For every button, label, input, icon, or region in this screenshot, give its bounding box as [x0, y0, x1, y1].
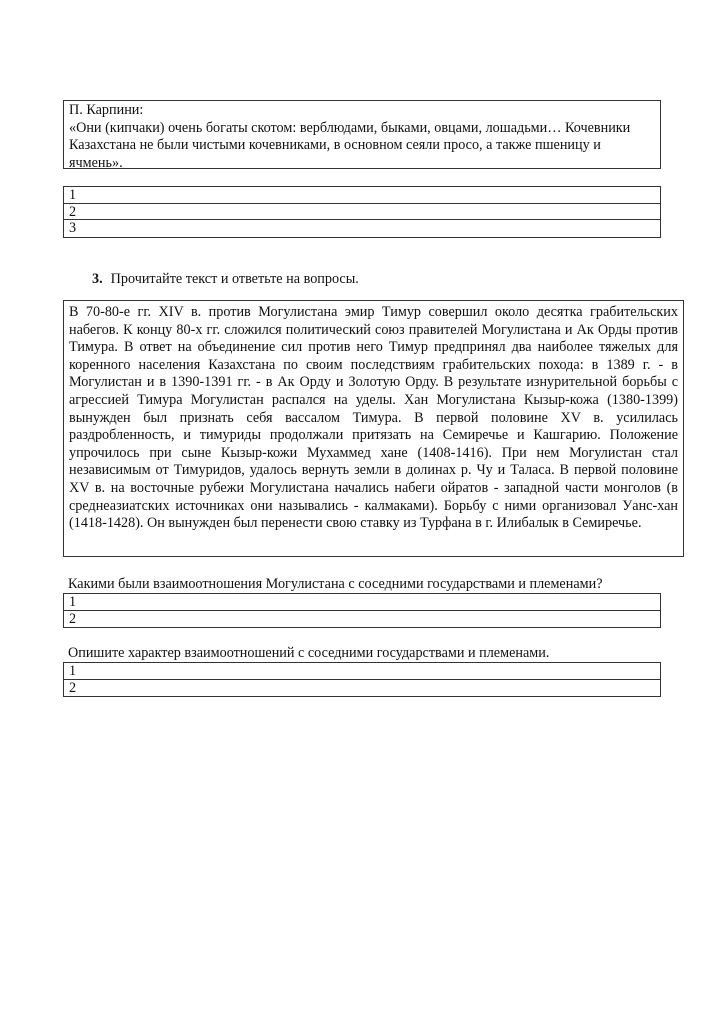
answer-row[interactable]: 1	[64, 594, 660, 611]
quote-text: «Они (кипчаки) очень богаты скотом: верблюдами, быками, овцами, лошадьми… Кочевники Казахстана не были чистыми кочевниками, в основном сеяли просо, а также пшеницу и ячмень».	[69, 119, 631, 171]
passage-box	[63, 300, 684, 557]
question-1: Какими были взаимоотношения Могулистана с соседними государствами и племенами?	[68, 576, 603, 592]
answer-table-3	[63, 662, 661, 697]
task-instruction: Прочитайте текст и ответьте на вопросы.	[110, 271, 359, 287]
task-heading	[92, 271, 359, 288]
answer-table-1	[63, 186, 661, 238]
task-number: 3.	[92, 271, 103, 287]
question-2: Опишите характер взаимоотношений с соседними государствами и племенами.	[68, 645, 550, 661]
answer-row[interactable]: 2	[69, 679, 77, 696]
passage-text: В 70-80-е гг. XIV в. против Могулистана эмир Тимур совершил около десятка грабительских набегов. К концу 80-х гг. сложился политический союз правителей Могулистана и Ак Орды против Тимура. В ответ на объединение сил против него Тимур предпринял два наиболее тяжелых для коренного населения Казахстана по своим последствиям грабительских похода: в 1389 г. - в Могулистан и в 1390-1391 гг. - в Ак Орду и Золотую Орду. В результате изнурительной борьбы с агрессией Тимура Могулистан распался на уделы. Хан Могулистана Кызыр-кожа (1380-1399) вынужден был признать себя вассалом Тимура. В первой половине XV в. усилилась раздробленность, и тимуриды продолжали притязать на Семиречье и Кашгарию. Положение упрочилось при сыне Кызыр-кожи Мухаммед хане (1408-1416). При нем Могулистан стал независимым от Тимуридов, удалось вернуть земли в долинах р. Чу и Таласа. В первой половине XV в. на восточные рубежи Могулистана начались набеги ойратов - западной части монголов (в среднеазиатских источниках они назывались - калмаками). Борьбу с ними организовал Уанс-хан (1418-1428). Он вынужден был перенести свою ставку из Турфана в г. Илибалык в Семиречье.	[69, 304, 678, 532]
answer-row[interactable]: 2	[69, 610, 77, 627]
answer-row[interactable]: 3	[69, 220, 77, 237]
answer-row[interactable]: 2	[64, 204, 660, 221]
answer-table-2	[63, 593, 661, 628]
quote-author: П. Карпини:	[69, 102, 144, 118]
answer-row[interactable]: 1	[64, 663, 660, 680]
quote-box	[63, 100, 661, 169]
answer-row[interactable]: 1	[64, 187, 660, 204]
